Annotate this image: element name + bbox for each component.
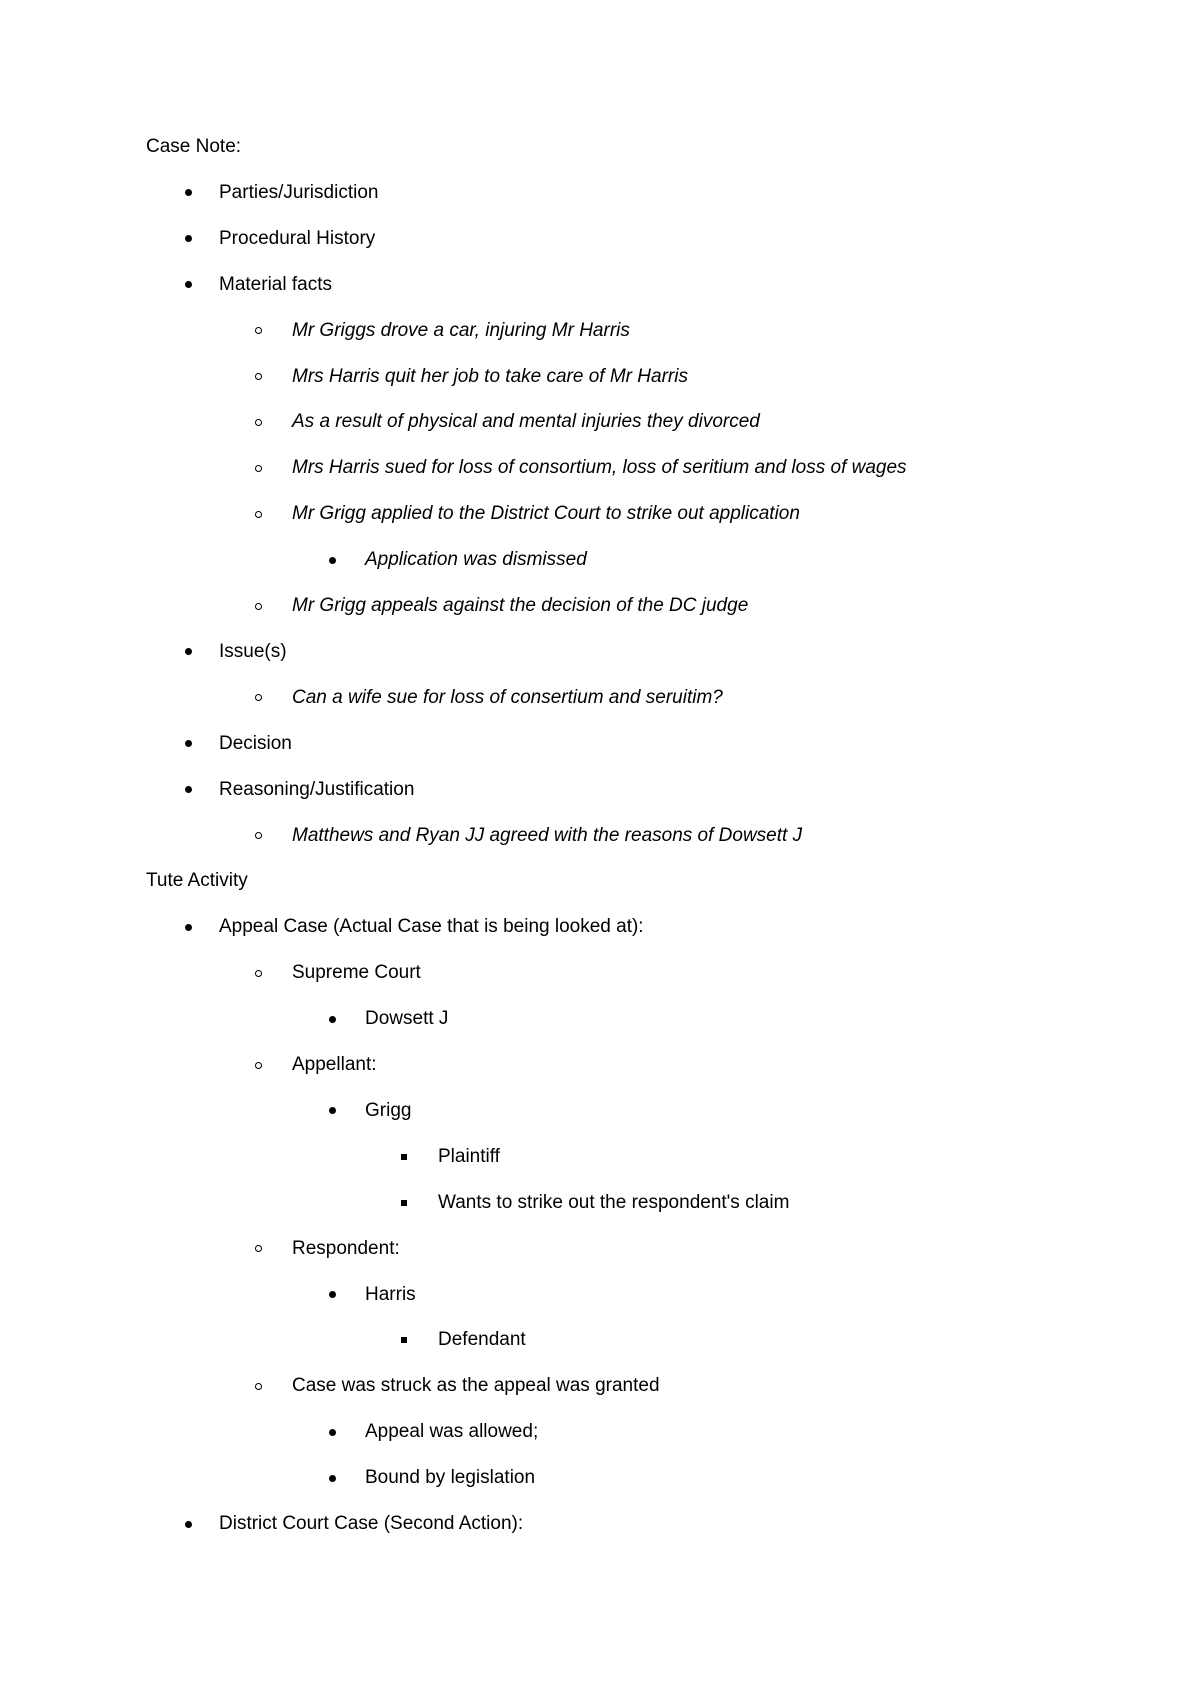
list-item-level-3 [365, 1420, 538, 1444]
list-item-text: Dowsett J [365, 1008, 449, 1030]
list-item-text: Mr Grigg applied to the District Court to strike out application [292, 503, 800, 525]
list-item-level-4 [438, 1191, 789, 1215]
list-item-text: Mrs Harris quit her job to take care of Mr Harris [292, 365, 688, 387]
list-item-text: Material facts [219, 273, 332, 295]
list-item-level-2 [292, 410, 760, 434]
list-item-text: Matthews and Ryan JJ agreed with the reasons of Dowsett J [292, 824, 803, 846]
list-item-level-2 [292, 961, 421, 985]
circle-bullet-icon [255, 603, 262, 610]
list-item-text: Procedural History [219, 227, 376, 249]
circle-bullet-icon [255, 373, 262, 380]
list-item-level-2 [292, 824, 802, 848]
list-item-text: Bound by legislation [365, 1467, 536, 1489]
list-item-level-4 [438, 1328, 526, 1352]
list-item-text: District Court Case (Second Action): [219, 1513, 524, 1534]
disc-bullet-icon [185, 281, 192, 288]
circle-bullet-icon [255, 1245, 262, 1252]
list-item-level-2 [292, 594, 748, 618]
disc-bullet-icon [185, 189, 192, 196]
list-item-level-3 [365, 1099, 411, 1123]
list-item-level-2 [292, 365, 688, 389]
list-item-level-3 [365, 1466, 535, 1490]
list-item-text: Can a wife sue for loss of consertium and seruitim? [292, 686, 723, 708]
list-item-text: Plaintiff [438, 1145, 500, 1167]
list-item-text: Respondent: [292, 1237, 400, 1259]
list-item-text: Parties/Jurisdiction [219, 181, 379, 203]
list-item-level-1 [219, 732, 292, 756]
circle-bullet-icon [255, 511, 262, 518]
list-item-level-1 [219, 181, 378, 205]
list-item-level-1 [219, 273, 332, 297]
list-item-level-2 [292, 1374, 660, 1398]
list-item-text: Tute Activity [146, 870, 248, 892]
list-item-level-2 [292, 686, 723, 710]
list-item-level-2 [292, 1053, 377, 1077]
list-item-level-2 [292, 502, 800, 526]
list-item-text: Wants to strike out the respondent's claim [438, 1191, 790, 1213]
circle-bullet-icon [255, 465, 262, 472]
section-heading [146, 869, 248, 893]
circle-bullet-icon [255, 419, 262, 426]
disc-bullet-icon [329, 1107, 336, 1114]
list-item-text: Mr Griggs drove a car, injuring Mr Harris [292, 319, 630, 341]
disc-bullet-icon [329, 557, 336, 564]
section-heading [146, 135, 241, 159]
list-item-text: Issue(s) [219, 640, 287, 662]
list-item-text: Appeal was allowed; [365, 1421, 539, 1443]
disc-bullet-icon [185, 648, 192, 655]
list-item-text: Decision [219, 732, 292, 754]
list-item-text: Mrs Harris sued for loss of consortium, loss of seritium and loss of wages [292, 457, 907, 479]
list-item-text: As a result of physical and mental injuries they divorced [292, 411, 760, 433]
list-item-level-1 [219, 640, 287, 664]
disc-bullet-icon [185, 786, 192, 793]
circle-bullet-icon [255, 327, 262, 334]
disc-bullet-icon [185, 740, 192, 747]
circle-bullet-icon [255, 1062, 262, 1069]
circle-bullet-icon [255, 970, 262, 977]
list-item-text: Application was dismissed [365, 549, 587, 571]
square-bullet-icon [401, 1200, 407, 1206]
list-item-text: Defendant [438, 1329, 526, 1351]
list-item-text: Case was struck as the appeal was granted [292, 1375, 660, 1397]
list-item-level-4 [438, 1145, 500, 1169]
circle-bullet-icon [255, 832, 262, 839]
disc-bullet-icon [185, 924, 192, 931]
list-item-level-3 [365, 1007, 448, 1031]
list-item-text: Grigg [365, 1099, 412, 1121]
circle-bullet-icon [255, 694, 262, 701]
list-item-level-3 [365, 548, 587, 572]
list-item-level-3 [365, 1283, 416, 1307]
list-item-text: Harris [365, 1283, 416, 1305]
list-item-level-2 [292, 319, 630, 343]
disc-bullet-icon [329, 1016, 336, 1023]
list-item-text: Mr Grigg appeals against the decision of the DC judge [292, 595, 749, 616]
list-item-level-2 [292, 1237, 400, 1261]
list-item-text: Appellant: [292, 1054, 377, 1075]
list-item-level-1 [219, 227, 375, 251]
list-item-text: Supreme Court [292, 962, 421, 984]
disc-bullet-icon [329, 1429, 336, 1436]
list-item-text: Case Note: [146, 136, 242, 157]
disc-bullet-icon [329, 1475, 336, 1482]
list-item-level-2 [292, 456, 907, 480]
list-item-level-1 [219, 778, 414, 802]
list-item-text: Appeal Case (Actual Case that is being looked at): [219, 916, 644, 938]
disc-bullet-icon [185, 1521, 192, 1528]
square-bullet-icon [401, 1154, 407, 1160]
square-bullet-icon [401, 1337, 407, 1343]
list-item-text: Reasoning/Justification [219, 778, 415, 800]
circle-bullet-icon [255, 1383, 262, 1390]
list-item-level-1 [219, 915, 644, 939]
disc-bullet-icon [185, 235, 192, 242]
disc-bullet-icon [329, 1291, 336, 1298]
list-item-level-1 [219, 1512, 523, 1536]
